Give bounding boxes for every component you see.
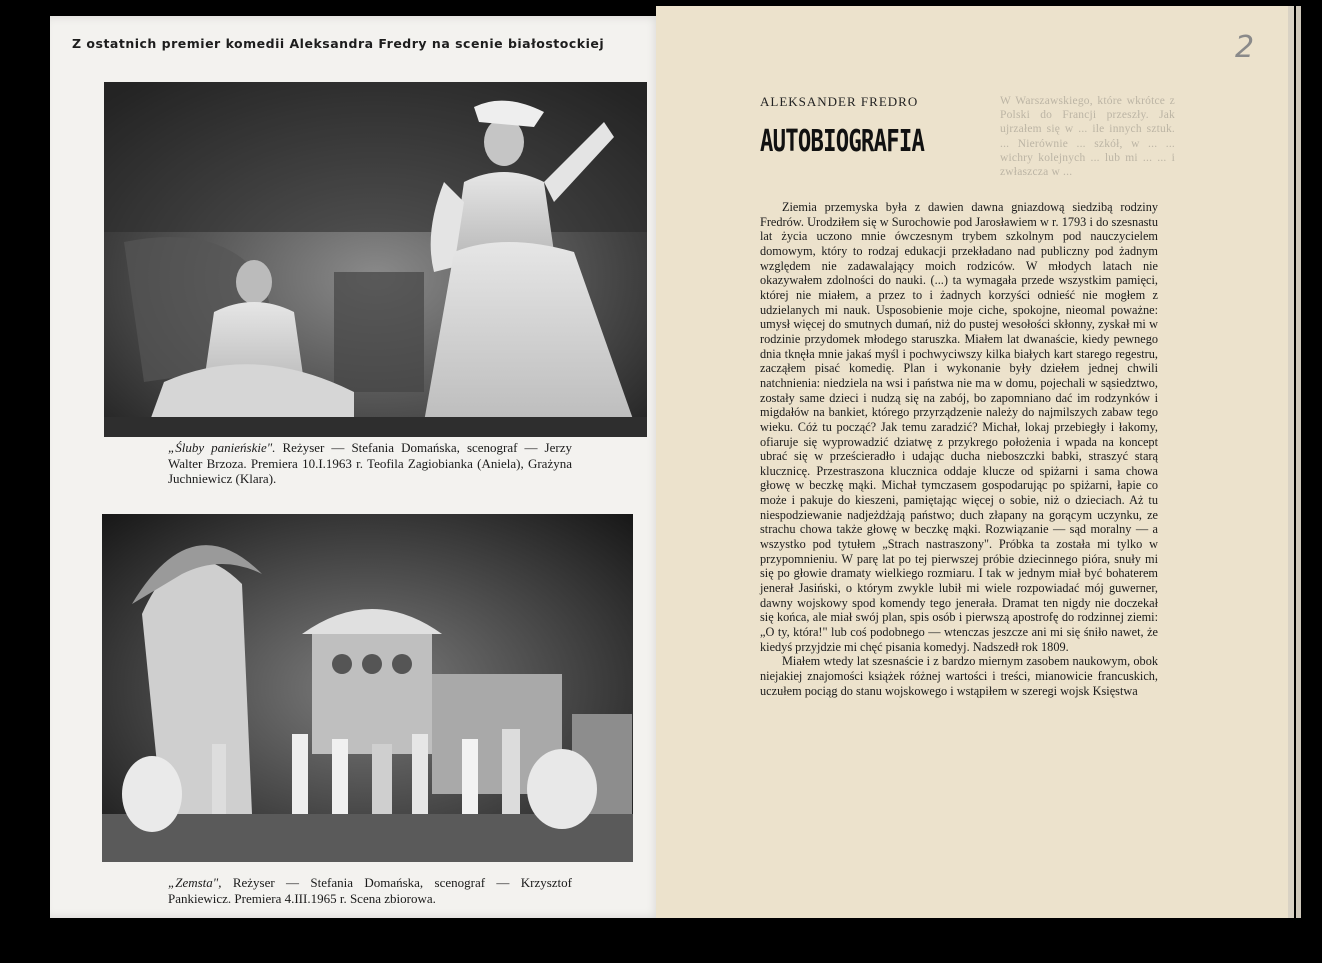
caption-sluby-panienskie: [168, 440, 572, 487]
page-edge: [1296, 6, 1301, 918]
caption-text: Reżyser — Stefania Domańska, scenograf — Jerzy Walter Brzoza. Premiera 10.I.1963 r. Teofila Zagiobianka (Aniela), Grażyna Juchniewicz (Klara).: [168, 440, 572, 486]
stage-photo-2: [102, 514, 633, 862]
page-number: 2: [1235, 30, 1255, 65]
photo-sluby-panienskie: [104, 82, 647, 437]
left-page-header: Z ostatnich premier komedii Aleksandra Fredry na scenie białostockiej: [72, 36, 605, 51]
caption-title: „Zemsta",: [168, 875, 222, 890]
article-title: AUTOBIOGRAFIA: [760, 124, 925, 159]
photo-zemsta: [102, 514, 633, 862]
caption-text: Reżyser — Stefania Domańska, scenograf — Krzysztof Pankiewicz. Premiera 4.III.1965 r. Scena zbiorowa.: [168, 875, 572, 906]
bleed-through-text: W Warszawskiego, które wkrótce z Polski do Francji przeszły. Jak ujrzałem się w ... ile innych sztuk. ... Nierównie ... szkół, w ... ... wichry kolejnych ... lub mi ... ... i zwłaszcza w ...: [1000, 95, 1175, 179]
caption-title: „Śluby panieńskie".: [168, 440, 276, 455]
paragraph: Ziemia przemyska była z dawien dawna gniazdową siedzibą rodziny Fredrów. Urodziłem się w Surochowie pod Jarosławiem w r. 1793 i do szesnastu lat życia uczono mnie ówczesnym trybem szkolnym pod nauczycielem domowym, który to rodzaj edukacji przekładano nad publiczny pod żadnym względem nie zadawalający moich rodziców. W młodych latach nie okazywałem zdolności do nauki. (...) ta wymagała przede wszystkim pamięci, której nie miałem, a przez to i żadnych korzyści odnieść nie mogłem z udzielanych mi nauk. Usposobienie moje ciche, spokojne, nieomal poważne: umysł więcej do smutnych dumań, niż do pustej wesołości skłonny, zyskał mi w rodzinie przydomek młodego staruszka. Miałem lat dwanaście, kiedy pewnego dnia tknęła mnie jakaś myśl i pochwyciwszy kilka białych kart starego regestru, zacząłem pisać komedię. Plan i wykonanie były dziełem jednej chwili natchnienia: niedziela na wsi i państwa nie ma w domu, pojechali w sąsiedztwo, zostały same dzieci i nudzą się na zabój, bo zapomniano dać im rodzynków i migdałów na bankiet, którego przyrządzenie należy do najmilszych zabaw tego wieku. Cóż tu począć? Jak temu zaradzić? Michał, lokaj przebiegły i łakomy, ofiaruje się wyprowadzić dziatwę z przykrego położenia i wpada na koncept ubrać się w prześcieradło i udając ducha nieboszczki babki, straszyć starą klucznicę. Przestraszona klucznica oddaje klucze od spiżarni i sama chowa głowę w beczkę mąki. Michał tymczasem gospodarując po spiżarni, łapie co może i pakuje do kieszeni, pamiętając więcej o sobie, niż o dzieciach. Aż tu niespodziewanie nadjeżdżają państwo; duch złapany na gorącym uczynku, ze strachu chowa także głowę w beczkę mąki. Rozwiązanie — sąd moralny — a wszystko pod tytułem „Strach nastraszony". Próbka ta została mi tylko w przypomnieniu. W parę lat po tej pierwszej próbie dziecinnego pióra, snuły mi się po głowie dramaty wielkiego rozmiaru. I tak w jednym miał być bohaterem jenerał Jasiński, o którym zwykle lubił mi wiele rozpowiadać mój guwerner, dawny wojskowy spod komendy tego jenerała. Dramat ten nigdy nie doczekał się końca, ale miał swój plan, spis osób i pierwszą apostrofę do rodzinnej ziemi: „O ty, która!" lub coś podobnego — wtenczas jeszcze ani mi się śniło nawet, że kiedyś przyjdzie mi chęć pisania komedyj. Nadszedł rok 1809.: [760, 200, 1158, 654]
caption-zemsta: [168, 875, 572, 906]
paragraph: Miałem wtedy lat szesnaście i z bardzo miernym zasobem naukowym, obok niejakiej znajomości książek różnej wartości i treści, mianowicie francuskich, uczułem pociąg do stanu wojskowego i wstąpiłem w szeregi wojsk Księstwa: [760, 654, 1158, 698]
author-name: ALEKSANDER FREDRO: [760, 94, 919, 109]
page-edge: [1288, 6, 1294, 918]
article-body: [760, 200, 1158, 698]
stage-photo-1: [104, 82, 647, 437]
